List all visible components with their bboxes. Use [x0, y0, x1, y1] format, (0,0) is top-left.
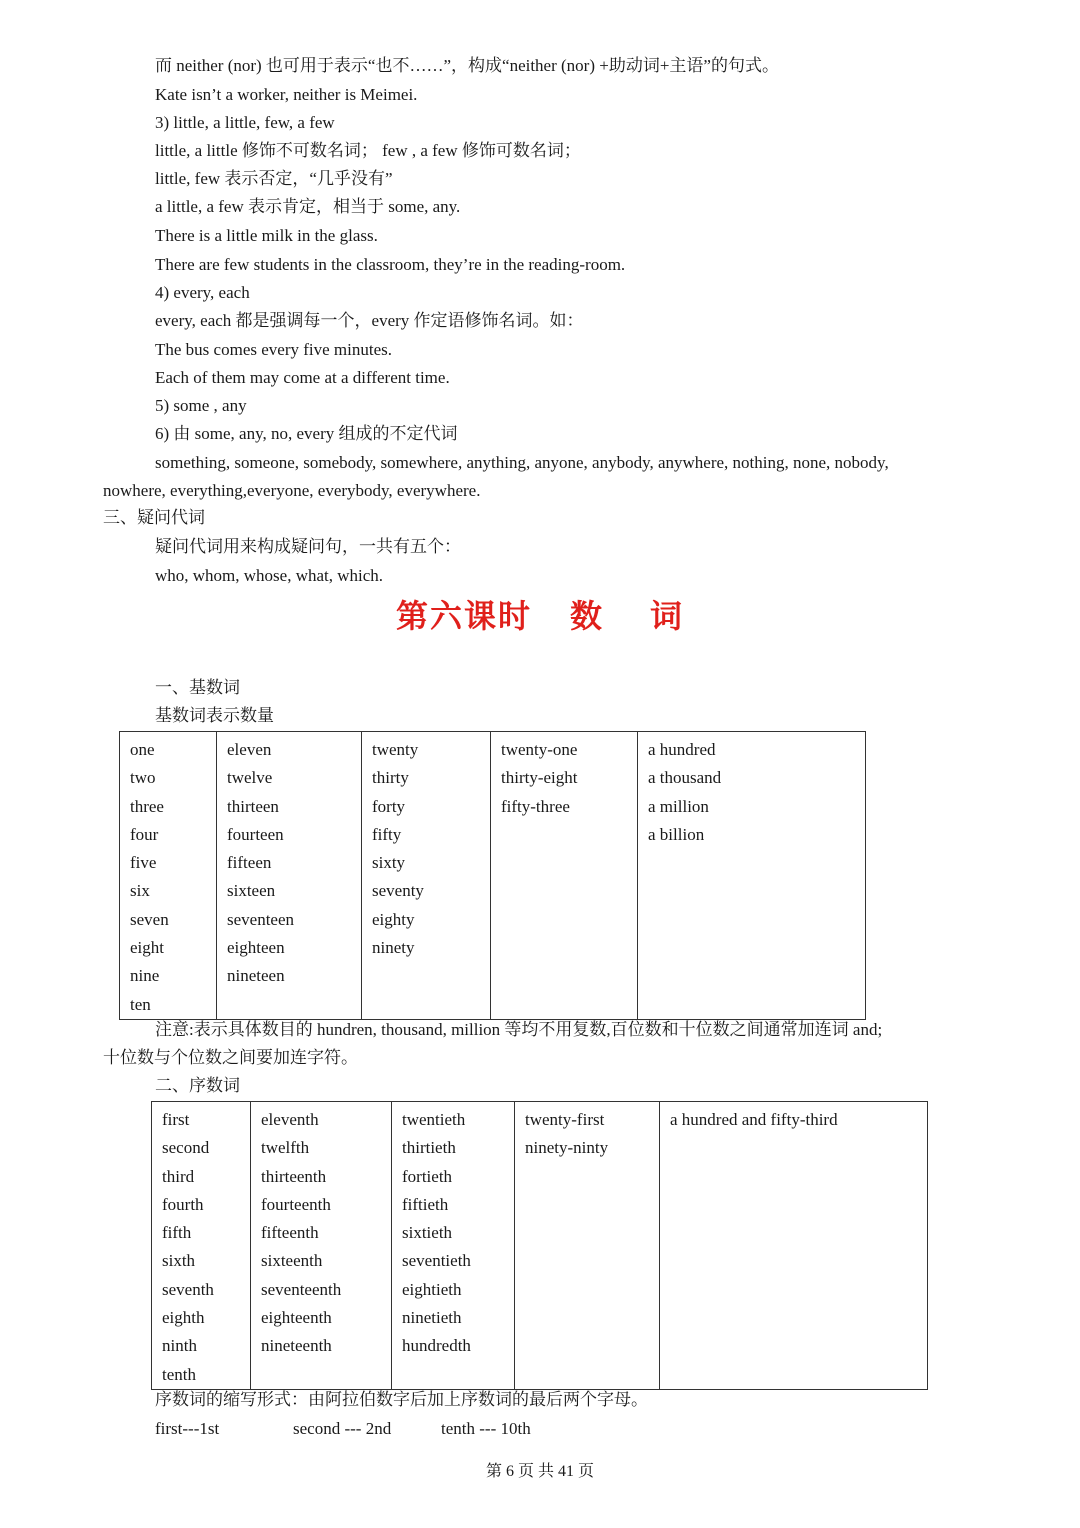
text-line: every, each 都是强调每一个，every 作定语修饰名词。如： [155, 311, 584, 330]
ordinal-example: tenth --- 10th [441, 1419, 531, 1438]
ordinal-word: ninth [162, 1336, 197, 1356]
cardinal-word: nine [130, 966, 160, 986]
ordinal-col-large [660, 1102, 928, 1390]
ordinal-word: sixth [162, 1251, 196, 1271]
cardinal-note: 注意:表示具体数目的 hundren, thousand, million 等均不用复数,百位数和十位数之间通常加连词 and; [155, 1020, 883, 1039]
text-line: 而 neither (nor) 也可用于表示“也不……”，构成“neither (nor) +助动词+主语”的句式。 [155, 56, 779, 75]
cardinal-heading: 一、基数词 [155, 678, 240, 697]
cardinal-word: seven [130, 909, 169, 929]
cardinal-word: twenty [372, 740, 419, 759]
ordinal-word: third [162, 1166, 195, 1186]
text-line: little, few 表示否定，“几乎没有” [155, 169, 393, 188]
ordinal-col-teens [251, 1102, 392, 1390]
text-line: There is a little milk in the glass. [155, 226, 378, 245]
cardinal-word: a million [648, 796, 709, 816]
text-line: who, whom, whose, what, which. [155, 566, 384, 585]
ordinal-word: ninetieth [402, 1308, 462, 1328]
cardinal-word: four [130, 824, 159, 844]
text-line: Each of them may come at a different time. [155, 368, 450, 387]
chapter-title-char1: 数 [569, 597, 604, 635]
ordinal-word: nineteenth [261, 1336, 332, 1356]
ordinal-col-tens [392, 1102, 515, 1390]
cardinal-word: five [130, 853, 157, 873]
cardinal-word: a hundred [648, 740, 716, 759]
text-line: 3) little, a little, few, a few [155, 113, 335, 132]
cardinal-word: fourteen [227, 824, 284, 844]
ordinal-col-compound [515, 1102, 660, 1390]
cardinal-word: thirteen [227, 796, 279, 816]
cardinal-word: eight [130, 938, 164, 958]
ordinal-word: a hundred and fifty-third [670, 1110, 838, 1129]
ordinal-heading: 二、序数词 [155, 1076, 240, 1095]
cardinal-word: a thousand [648, 768, 722, 788]
ordinal-word: sixtieth [402, 1223, 453, 1243]
cardinal-word: fifteen [227, 853, 272, 873]
text-line: 4) every, each [155, 283, 250, 302]
ordinal-word: thirteenth [261, 1166, 327, 1186]
text-line: Kate isn’t a worker, neither is Meimei. [155, 85, 418, 104]
text-line: 6) 由 some, any, no, every 组成的不定代词 [155, 424, 458, 443]
ordinal-word: seventeenth [261, 1279, 342, 1299]
cardinal-word: nineteen [227, 966, 285, 986]
cardinal-word: forty [372, 796, 406, 816]
ordinal-abbrev-note: 序数词的缩写形式：由阿拉伯数字后加上序数词的最后两个字母。 [155, 1390, 648, 1409]
page-footer: 第 6 页 共 41 页 [485, 1463, 594, 1480]
cardinal-word: ninety [372, 938, 415, 958]
text-line: There are few students in the classroom, they’re in the reading-room. [155, 255, 626, 274]
ordinal-word: twenty-first [525, 1110, 605, 1129]
cardinal-word: fifty [372, 824, 402, 844]
ordinal-word: twelfth [261, 1138, 310, 1158]
ordinal-word: fourth [162, 1194, 204, 1214]
cardinal-word: sixty [372, 853, 406, 873]
cardinal-word: six [130, 881, 150, 901]
text-line: a little, a few 表示肯定，相当于 some, any. [155, 197, 461, 216]
chapter-title-lesson: 第六课时 [395, 597, 532, 635]
cardinal-word: seventy [372, 881, 424, 901]
cardinal-table [119, 731, 866, 1020]
text-line: something, someone, somebody, somewhere, anything, anyone, anybody, anywhere, nothing, none, nobody, [155, 453, 889, 472]
ordinal-word: fifteenth [261, 1223, 319, 1243]
ordinal-word: tenth [162, 1364, 196, 1384]
ordinal-word: ninety-ninty [525, 1138, 609, 1158]
text-line: The bus comes every five minutes. [155, 340, 392, 359]
cardinal-word: thirty [372, 768, 409, 788]
ordinal-word: eighth [162, 1308, 205, 1328]
cardinal-word: a billion [648, 824, 705, 844]
ordinal-word: seventh [162, 1279, 214, 1299]
cardinal-col-teens [217, 732, 362, 1020]
ordinal-word: eleventh [261, 1110, 319, 1129]
ordinal-table [151, 1101, 928, 1390]
cardinal-word: one [130, 740, 155, 759]
cardinal-word: twenty-one [501, 740, 578, 759]
cardinal-word: sixteen [227, 881, 276, 901]
cardinal-word: ten [130, 994, 151, 1014]
cardinal-subheading: 基数词表示数量 [155, 706, 274, 725]
cardinal-word: thirty-eight [501, 768, 578, 788]
cardinal-col-compound [491, 732, 638, 1020]
cardinal-word: three [130, 796, 164, 816]
cardinal-col-large [638, 732, 866, 1020]
ordinal-example: first---1st [155, 1419, 220, 1438]
text-line: 疑问代词用来构成疑问句，一共有五个： [155, 537, 461, 556]
cardinal-col-tens [362, 732, 491, 1020]
cardinal-word: two [130, 768, 156, 788]
cardinal-word: seventeen [227, 909, 295, 929]
ordinal-word: twentieth [402, 1110, 466, 1129]
ordinal-word: thirtieth [402, 1138, 456, 1158]
chapter-title-char2: 词 [650, 597, 685, 635]
ordinal-word: sixteenth [261, 1251, 323, 1271]
cardinal-word: eleven [227, 740, 272, 759]
ordinal-word: eightieth [402, 1279, 462, 1299]
text-line: little, a little 修饰不可数名词； few , a few 修饰可数名词； [155, 141, 581, 160]
cardinal-word: eighty [372, 909, 415, 929]
ordinal-word: first [162, 1110, 190, 1129]
section-heading: 三、疑问代词 [103, 508, 205, 527]
ordinal-col-ones [152, 1102, 251, 1390]
chapter-title [0, 596, 1080, 636]
ordinal-word: fifth [162, 1223, 192, 1243]
cardinal-word: fifty-three [501, 796, 570, 816]
cardinal-word: eighteen [227, 938, 285, 958]
ordinal-word: seventieth [402, 1251, 471, 1271]
ordinal-word: fourteenth [261, 1194, 331, 1214]
cardinal-word: twelve [227, 768, 273, 788]
text-line: nowhere, everything,everyone, everybody, everywhere. [103, 481, 481, 500]
ordinal-word: eighteenth [261, 1308, 332, 1328]
ordinal-word: second [162, 1138, 210, 1158]
ordinal-word: fiftieth [402, 1194, 449, 1214]
cardinal-note: 十位数与个位数之间要加连字符。 [103, 1048, 358, 1067]
ordinal-example: second --- 2nd [293, 1419, 392, 1438]
ordinal-word: hundredth [402, 1336, 471, 1356]
text-line: 5) some , any [155, 396, 247, 415]
ordinal-word: fortieth [402, 1166, 453, 1186]
cardinal-col-ones [120, 732, 217, 1020]
